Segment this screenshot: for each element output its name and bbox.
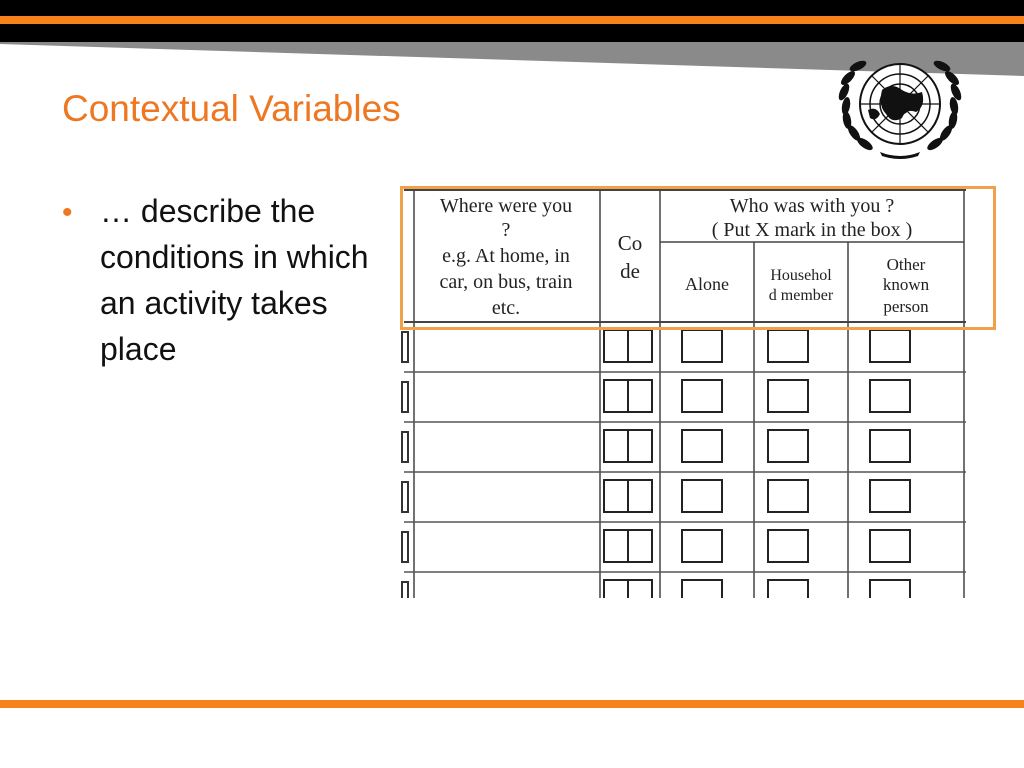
- united-nations-emblem-icon: [832, 50, 968, 162]
- group-header-line1: Who was with you ?: [729, 195, 895, 217]
- group-header-line2: ( Put X mark in the box ): [711, 219, 913, 241]
- col-location-line3: e.g. At home, in: [442, 245, 570, 267]
- sub-alone: Alone: [685, 274, 729, 294]
- bullet-text: … describe the conditions in which an activity takes place: [100, 193, 369, 367]
- col-location-line1: Where were you: [439, 195, 573, 217]
- col-location-line4: car, on bus, train: [439, 271, 573, 293]
- sub-household-line1: Househol: [770, 267, 832, 284]
- highlight-frame: [400, 186, 996, 330]
- bullet-marker: •: [62, 196, 73, 229]
- slide-title: Contextual Variables: [62, 88, 401, 129]
- footer-rule: [0, 700, 1024, 708]
- col-code-line1: Co: [617, 231, 643, 255]
- sub-other-line3: person: [883, 297, 929, 316]
- col-location-line5: etc.: [491, 297, 521, 319]
- col-code-line2: de: [620, 259, 640, 283]
- sub-other-line2: known: [882, 275, 930, 294]
- sub-other-line1: Other: [886, 255, 926, 274]
- sub-household-line2: d member: [768, 287, 834, 304]
- col-location-line2: ?: [501, 219, 511, 241]
